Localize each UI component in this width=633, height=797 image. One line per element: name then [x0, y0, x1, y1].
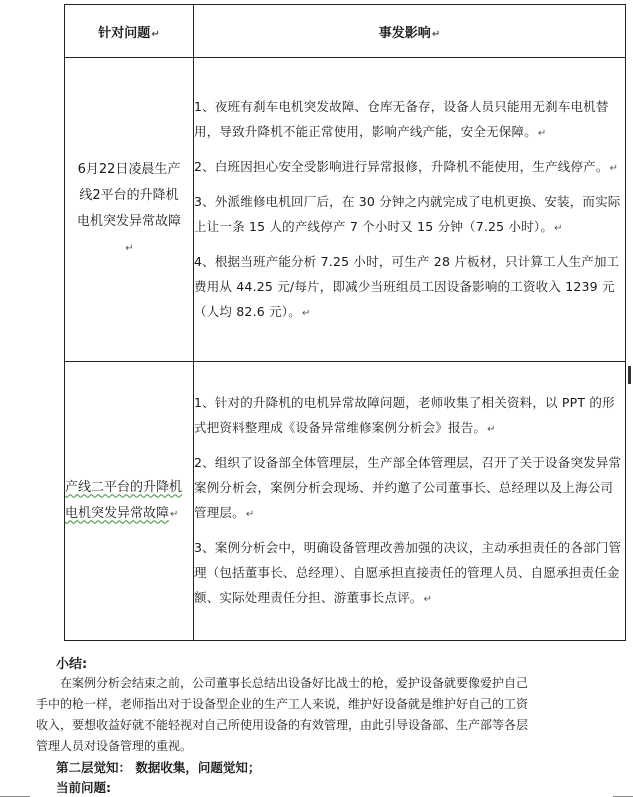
- effect-item: 1、针对的升降机的电机异常故障问题，老师收集了相关资料，以 PPT 的形式把资料整理成《设备异常维修案例分析会》报告。↵: [194, 395, 615, 435]
- effects-cell: [194, 58, 626, 362]
- issue-cell: 产线二平台的升降机电机突发异常故障↵: [65, 362, 194, 641]
- current-issue-heading: 当前问题:: [56, 780, 111, 795]
- header-effect: 事发影响↵: [194, 5, 626, 58]
- ruler-marker: [628, 366, 631, 384]
- effect-item: 2、白班因担心安全受影响进行异常报修，升降机不能使用，生产线停产。↵: [194, 158, 619, 174]
- table-row: [65, 362, 626, 641]
- header-issue: 针对问题↵: [65, 5, 194, 58]
- effect-item: 1、夜班有刹车电机突发故障、仓库无备存，设备人员只能用无刹车电机替用，导致升降机不能正常使用，影响产线产能，安全无保障。↵: [194, 98, 609, 139]
- effect-item: 3、外派维修电机回厂后，在 30 分钟之内就完成了电机更换、安装，而实际上让一条 15 人的产线停产 7 个小时又 15 分钟（7.25 小时）。↵: [194, 193, 621, 234]
- incident-table: [64, 4, 626, 641]
- effect-item: 4、根据当班产能分析 7.25 小时，可生产 28 片板材，只计算工人生产加工费用从 44.25 元/每片，即减少当班组员工因设备影响的工资收入 1239 元（人均 82.6 元）。↵: [194, 253, 620, 319]
- table-row: [65, 58, 626, 362]
- summary-title: 小结:: [56, 657, 88, 672]
- table-header-row: [65, 5, 626, 58]
- layer2-heading: 第二层觉知： 数据收集，问题觉知；: [56, 760, 261, 775]
- issue-text: 产线二平台的升降机电机突发异常故障: [65, 479, 183, 521]
- effect-item: 3、案例分析会中，明确设备管理改善加强的决议，主动承担责任的各部门管理（包括董事长、总经理）、自愿承担直接责任的管理人员、自愿承担责任金额、实际处理责任分担、游董事长点评。↵: [194, 540, 622, 605]
- issue-cell: 6月22日凌晨生产线2平台的升降机电机突发异常故障↵: [65, 58, 194, 362]
- effects-cell: [194, 362, 626, 641]
- issue-text: 6月22日凌晨生产线2平台的升降机电机突发异常故障: [76, 162, 181, 229]
- effect-item: 2、组织了设备部全体管理层，生产部全体管理层，召开了关于设备突发异常案例分析会，案例分析会现场、并约邀了公司董事长、总经理以及上海公司管理层。↵: [194, 455, 622, 520]
- summary-body: 在案例分析会结束之前，公司董事长总结出设备好比战士的枪，爱护设备就要像爱护自己手中的枪一样，老师指出对于设备型企业的生产工人来说，维护好设备就是维护好自己的工资收入，要想收益好就不能轻视对自己所使用设备的有效管理，由此引导设备部、生产部等各层管理人员对设备管理的重视。: [36, 676, 529, 753]
